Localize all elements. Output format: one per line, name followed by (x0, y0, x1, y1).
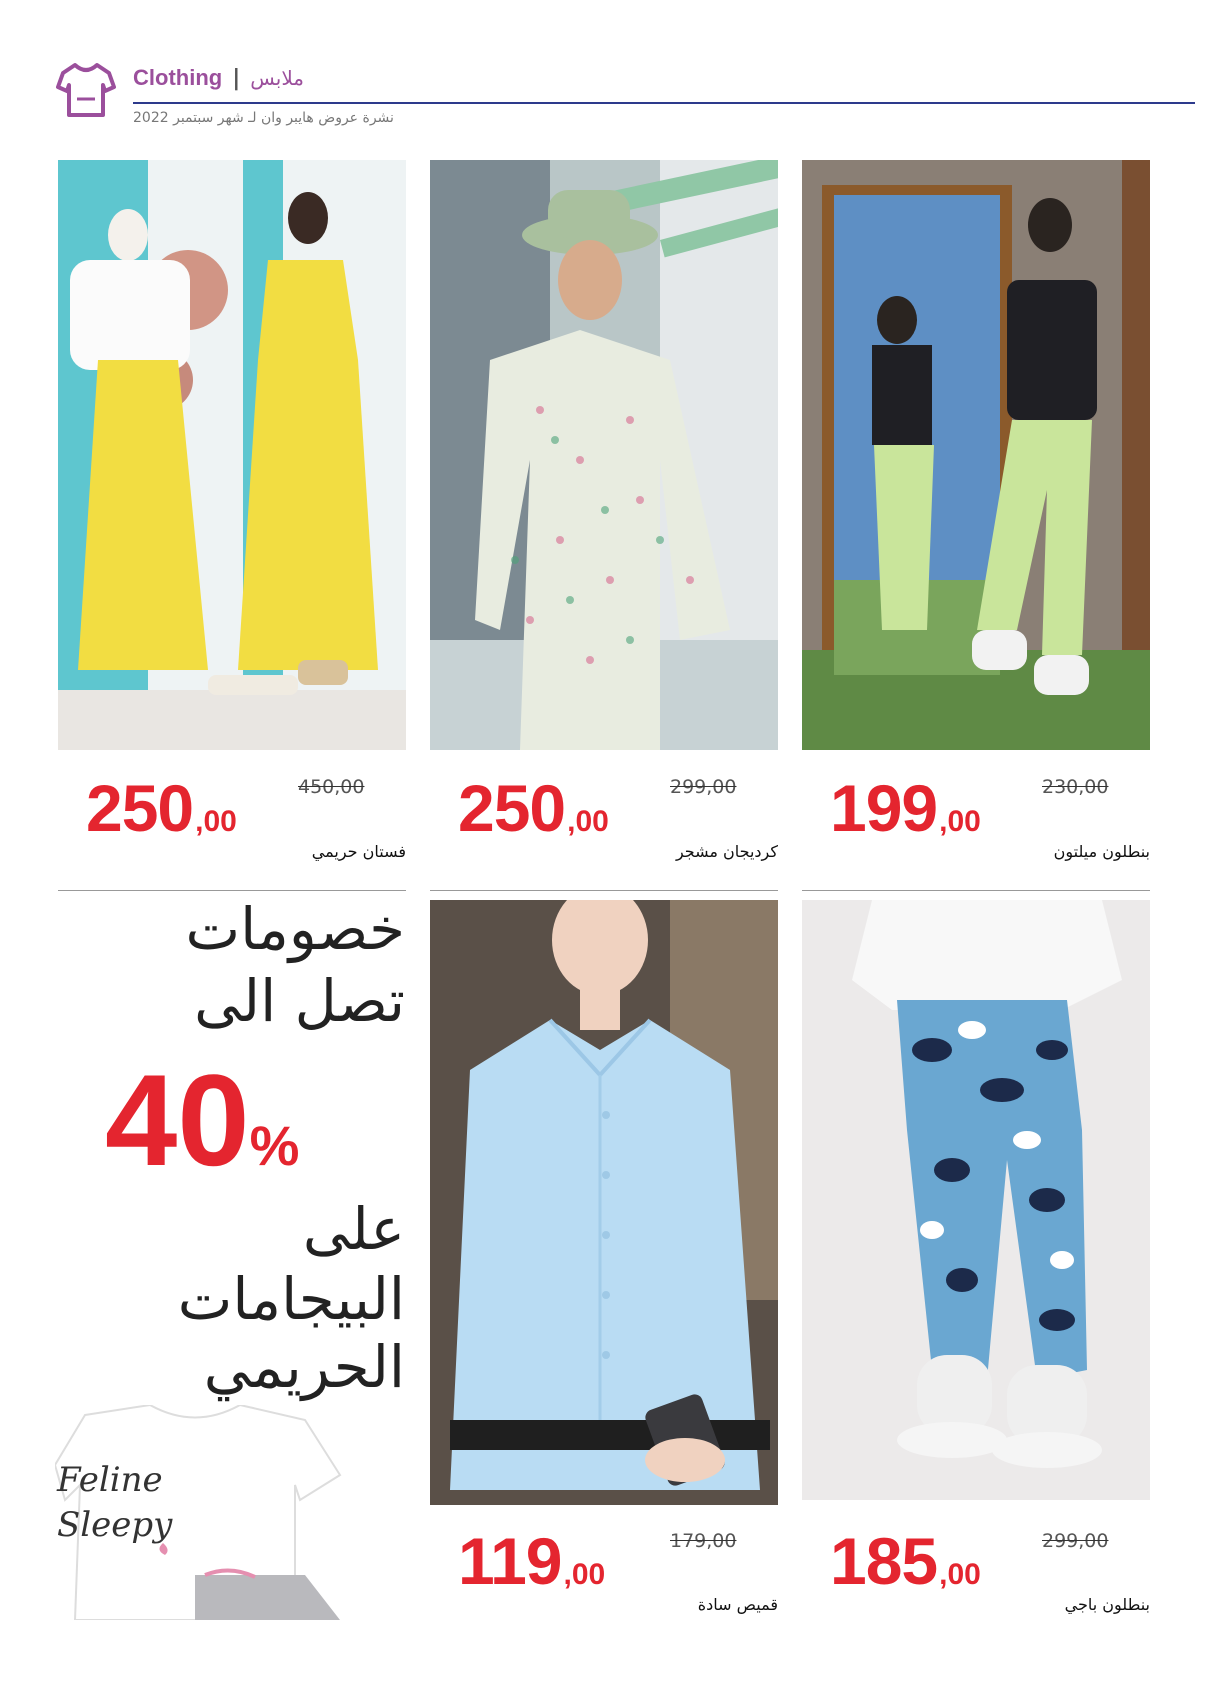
price-decimal: ,00 (195, 805, 237, 838)
product-photo (430, 160, 778, 750)
product-card-dress[interactable] (58, 160, 406, 860)
product-name: قميص سادة (697, 1595, 778, 1614)
current-price (830, 770, 981, 846)
row-divider (58, 890, 406, 891)
product-card-baggy-pants[interactable] (802, 900, 1150, 1614)
product-photo (802, 160, 1150, 750)
price-decimal: ,00 (939, 1558, 981, 1591)
price-decimal: ,00 (563, 1558, 606, 1591)
promo-line-womens: الحريمي (203, 1333, 405, 1401)
promo-line-discounts: خصومات (185, 895, 405, 963)
old-price: 299,00 (1042, 1530, 1109, 1552)
tshirt-print-line-2: Sleepy (57, 1505, 173, 1545)
cardigan-photo-illustration (430, 160, 778, 750)
price-decimal: ,00 (939, 805, 981, 838)
product-name: فستان حريمي (311, 842, 406, 861)
old-price: 179,00 (670, 1530, 737, 1552)
page-subtitle: نشرة عروض هايبر وان لـ شهر سبتمبر 2022 (133, 110, 394, 126)
promo-percent-sign: % (249, 1114, 300, 1177)
price-decimal: ,00 (567, 805, 609, 838)
price-integer: 199 (830, 771, 938, 845)
current-price (86, 770, 237, 846)
old-price: 299,00 (670, 776, 737, 798)
price-integer: 119 (458, 1524, 562, 1598)
price-integer: 250 (458, 771, 566, 845)
old-price: 450,00 (298, 776, 365, 798)
page-title (133, 65, 304, 91)
product-photo (802, 900, 1150, 1500)
shirt-photo-illustration (430, 900, 778, 1505)
product-card-plain-shirt[interactable] (430, 900, 778, 1614)
product-card-cardigan[interactable] (430, 160, 778, 860)
title-english: Clothing (133, 65, 223, 90)
shirt-icon (55, 59, 117, 121)
product-name: بنطلون باجي (1064, 1595, 1150, 1614)
promo-line-on: على (302, 1195, 405, 1263)
product-name: كرديجان مشجر (675, 842, 778, 861)
dress-photo-illustration (58, 160, 406, 750)
pants-photo-illustration (802, 160, 1150, 750)
pajamas-discount-promo (55, 895, 405, 1620)
product-card-melton-pants[interactable] (802, 160, 1150, 860)
promo-line-up-to: تصل الى (194, 967, 405, 1035)
promo-line-pajamas: البيجامات (177, 1265, 405, 1333)
current-price (458, 1523, 605, 1599)
promo-percent (105, 1045, 299, 1195)
product-photo (430, 900, 778, 1505)
camo-pants-photo-illustration (802, 900, 1150, 1500)
current-price (830, 1523, 981, 1599)
title-separator: | (232, 65, 241, 91)
header-divider (133, 102, 1195, 104)
price-integer: 250 (86, 771, 194, 845)
current-price (458, 770, 609, 846)
row-divider (430, 890, 778, 891)
product-name: بنطلون ميلتون (1053, 842, 1150, 861)
tshirt-print-line-1: Feline (57, 1460, 163, 1500)
product-photo (58, 160, 406, 750)
price-integer: 185 (830, 1524, 938, 1598)
promo-percent-number: 40 (105, 1047, 250, 1193)
page-header (55, 55, 1195, 135)
row-divider (802, 890, 1150, 891)
title-arabic: ملابس (250, 66, 304, 90)
old-price: 230,00 (1042, 776, 1109, 798)
